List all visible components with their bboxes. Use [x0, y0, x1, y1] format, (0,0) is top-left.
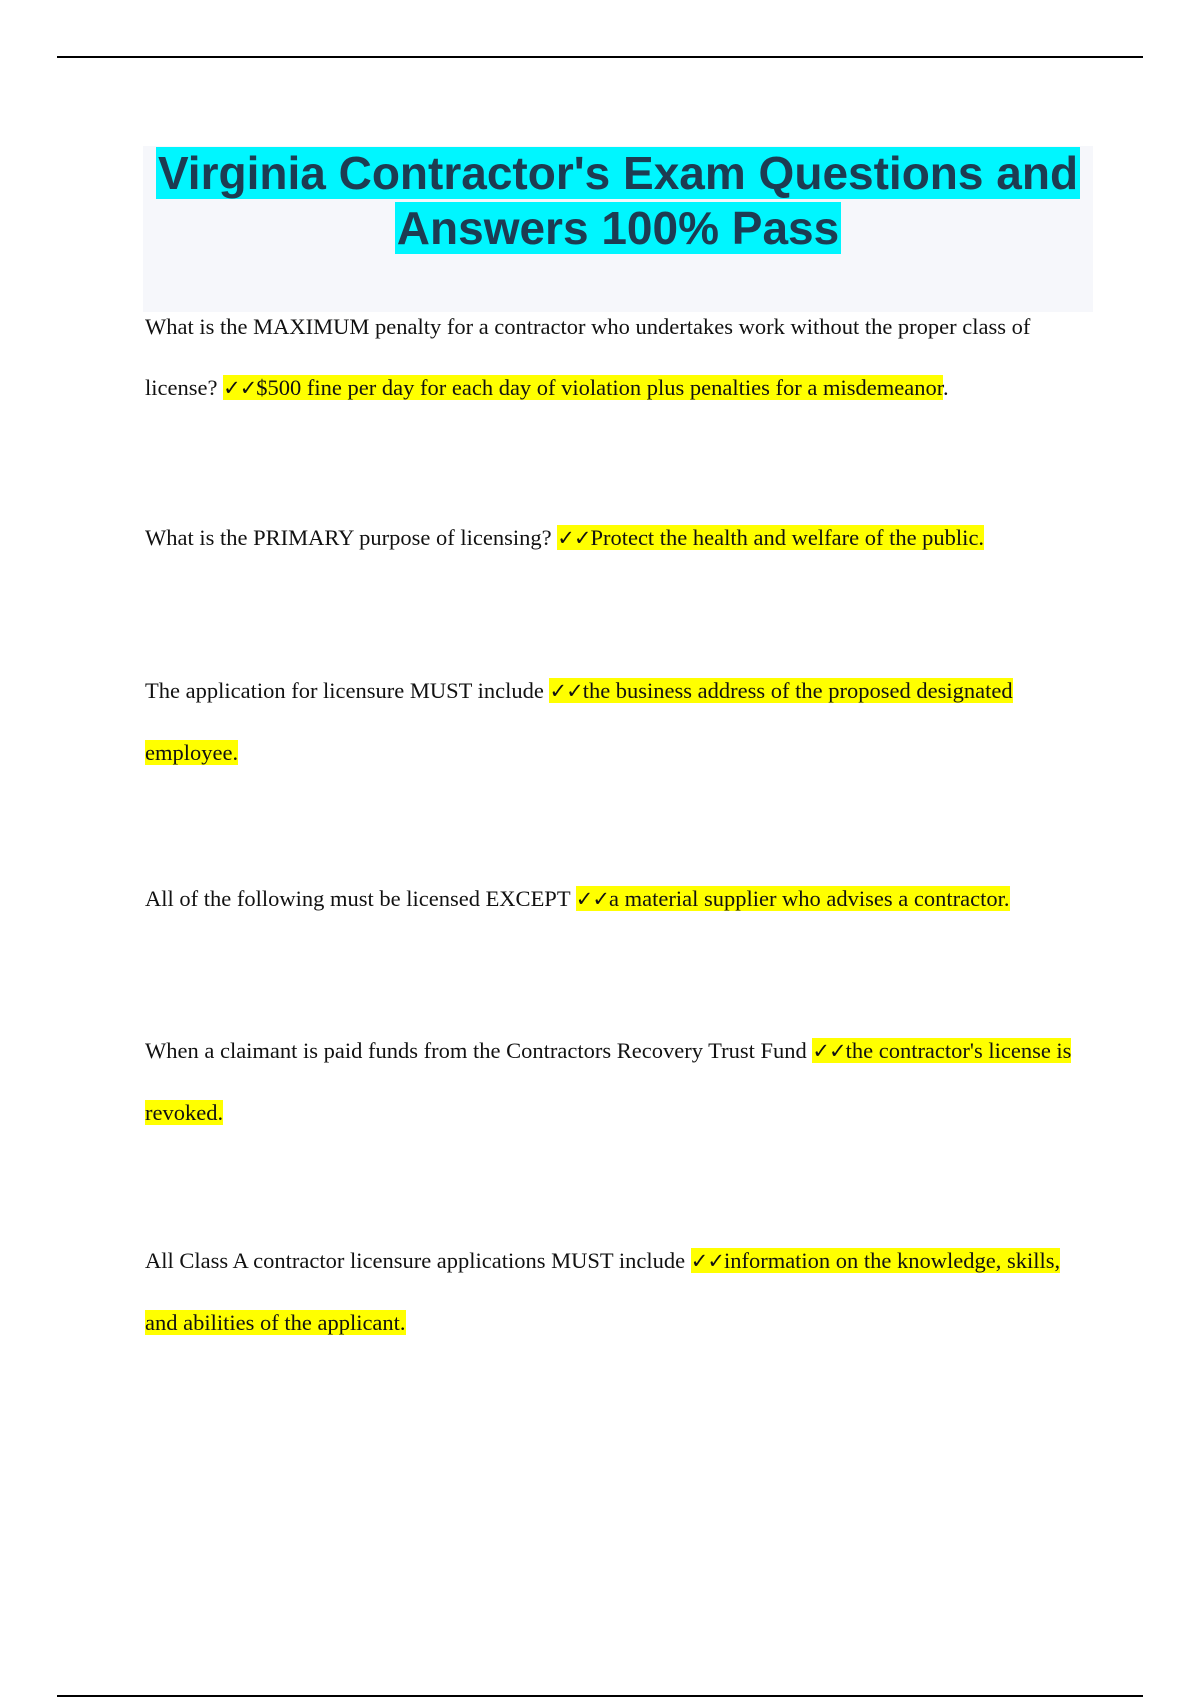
footer-rule — [57, 1695, 1143, 1697]
answer-text: the business address of the proposed designated employee. — [145, 678, 1013, 765]
title-block — [143, 146, 1093, 312]
qa-item-6 — [145, 1230, 1095, 1353]
double-check-icon: ✓✓ — [549, 679, 583, 703]
answer-text: information on the knowledge, skills, and abilities of the applicant. — [145, 1248, 1061, 1335]
question-text: The application for licensure MUST include — [145, 678, 550, 703]
qa-item-1 — [145, 296, 1095, 419]
double-check-icon: ✓✓ — [812, 1039, 846, 1063]
double-check-icon: ✓✓ — [223, 376, 257, 400]
question-text: What is the MAXIMUM penalty for a contractor who undertakes work without the proper class of license? — [145, 314, 1031, 400]
answer-highlight — [576, 886, 1010, 911]
answer-trailing: . — [942, 375, 949, 400]
answer-highlight — [557, 525, 984, 550]
answer-text: Protect the health and welfare of the public. — [590, 525, 985, 550]
qa-item-2 — [145, 507, 1095, 569]
answer-text: $500 fine per day for each day of violation plus penalties for a misdemeanor — [256, 375, 943, 400]
qa-item-5 — [145, 1020, 1095, 1143]
document-title-text: Virginia Contractor's Exam Questions and Answers 100% Pass — [157, 147, 1079, 254]
answer-text: a material supplier who advises a contractor. — [609, 886, 1010, 911]
question-text: All Class A contractor licensure applications MUST include — [145, 1248, 691, 1273]
answer-highlight — [223, 375, 943, 400]
question-text: All of the following must be licensed EXCEPT — [145, 886, 576, 911]
answer-text: the contractor's license is revoked. — [145, 1038, 1072, 1125]
qa-item-3 — [145, 660, 1095, 783]
double-check-icon: ✓✓ — [557, 526, 591, 550]
double-check-icon: ✓✓ — [575, 887, 609, 911]
header-rule — [57, 56, 1143, 58]
double-check-icon: ✓✓ — [690, 1249, 724, 1273]
question-text: What is the PRIMARY purpose of licensing? — [145, 525, 558, 550]
qa-item-4 — [145, 868, 1095, 930]
question-text: When a claimant is paid funds from the Contractors Recovery Trust Fund — [145, 1038, 813, 1063]
document-title — [143, 146, 1093, 256]
